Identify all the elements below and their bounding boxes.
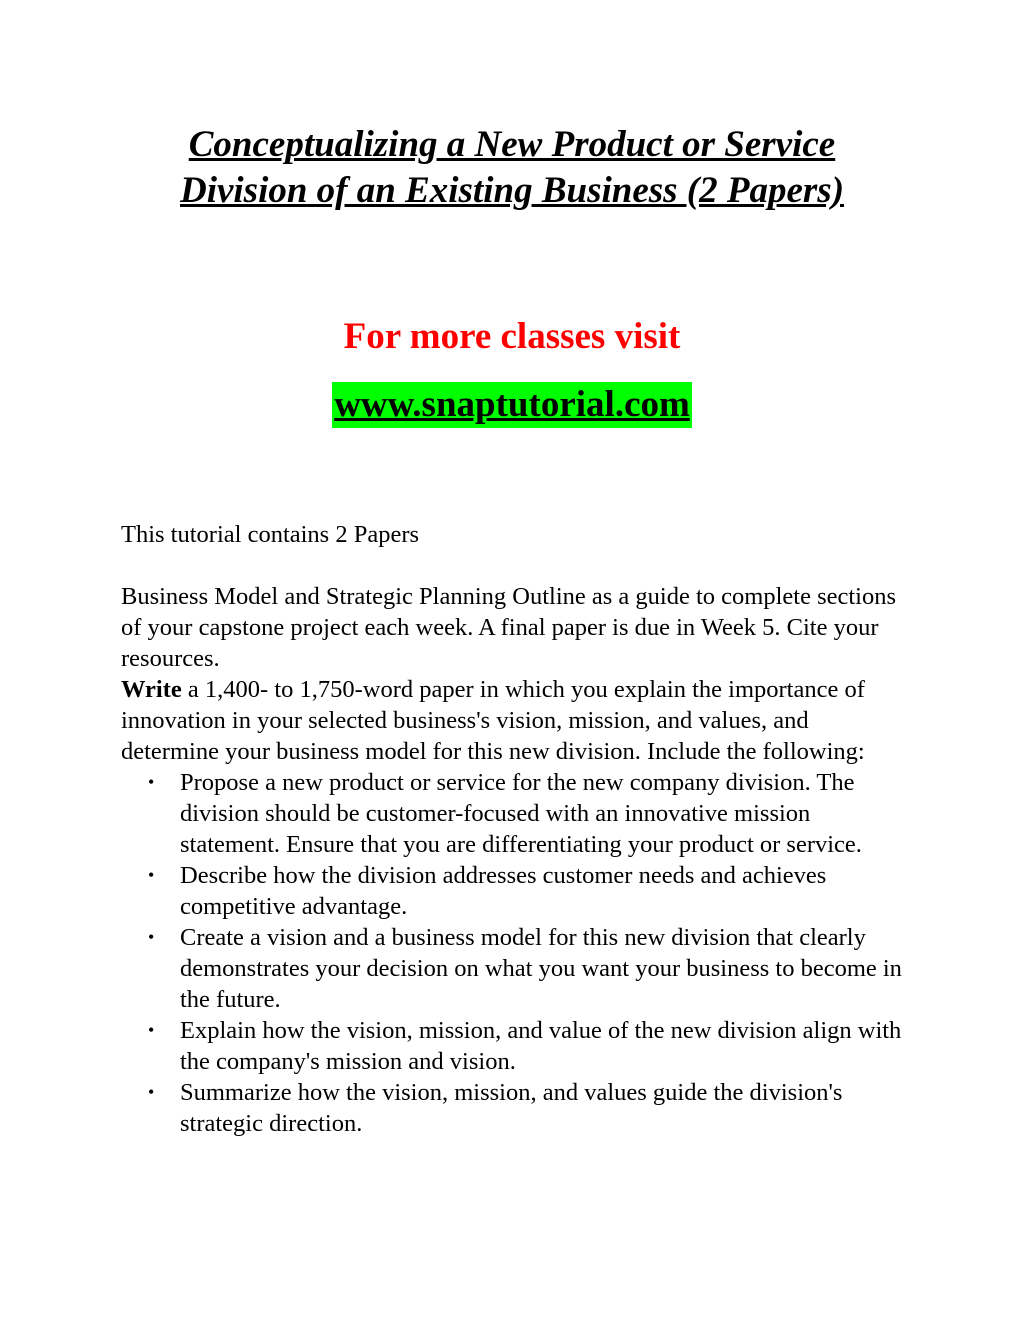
main-content <box>121 581 911 1139</box>
list-item <box>148 767 911 860</box>
requirements-list <box>121 767 911 1139</box>
paragraph-1: Business Model and Strategic Planning Outline as a guide to complete sections of your capstone project each week. A final paper is due in Week 5. Cite your resources. <box>121 583 897 672</box>
website-link[interactable]: www.snaptutorial.com <box>332 382 692 428</box>
list-item <box>148 1015 911 1077</box>
bullet-icon: • <box>148 927 155 947</box>
list-item-text: Describe how the division addresses customer needs and achieves competitive advantage. <box>180 862 827 920</box>
list-item-text: Explain how the vision, mission, and value of the new division align with the company's mission and vision. <box>180 1017 902 1075</box>
list-item-text: Propose a new product or service for the new company division. The division should be customer-focused with an innovative mission statement. Ensure that you are differentiating your product or service. <box>180 769 862 858</box>
bullet-icon: • <box>148 1020 155 1040</box>
title-line-1: Conceptualizing a New Product or Service <box>188 124 836 165</box>
list-item <box>148 860 911 922</box>
bullet-icon: • <box>148 865 155 885</box>
paragraph-2-rest: a 1,400- to 1,750-word paper in which you explain the importance of innovation in your selected business's vision, mission, and values, and determine your business model for this new division. Include the following: <box>121 676 865 765</box>
promo-link-container <box>0 382 1024 428</box>
bullet-icon: • <box>148 1082 155 1102</box>
bullet-icon: • <box>148 772 155 792</box>
paragraph-2 <box>121 674 911 767</box>
list-item <box>148 1077 911 1139</box>
title-line-2: Division of an Existing Business (2 Papers) <box>179 170 845 211</box>
list-item <box>148 922 911 1015</box>
intro-text: This tutorial contains 2 Papers <box>121 521 420 548</box>
promo-text: For more classes visit <box>343 316 681 357</box>
list-item-text: Create a vision and a business model for this new division that clearly demonstrates your decision on what you want your business to become in the future. <box>180 924 902 1013</box>
paragraph-2-lead: Write <box>121 676 182 703</box>
document-title <box>0 122 1024 214</box>
list-item-text: Summarize how the vision, mission, and values guide the division's strategic direction. <box>180 1079 843 1137</box>
